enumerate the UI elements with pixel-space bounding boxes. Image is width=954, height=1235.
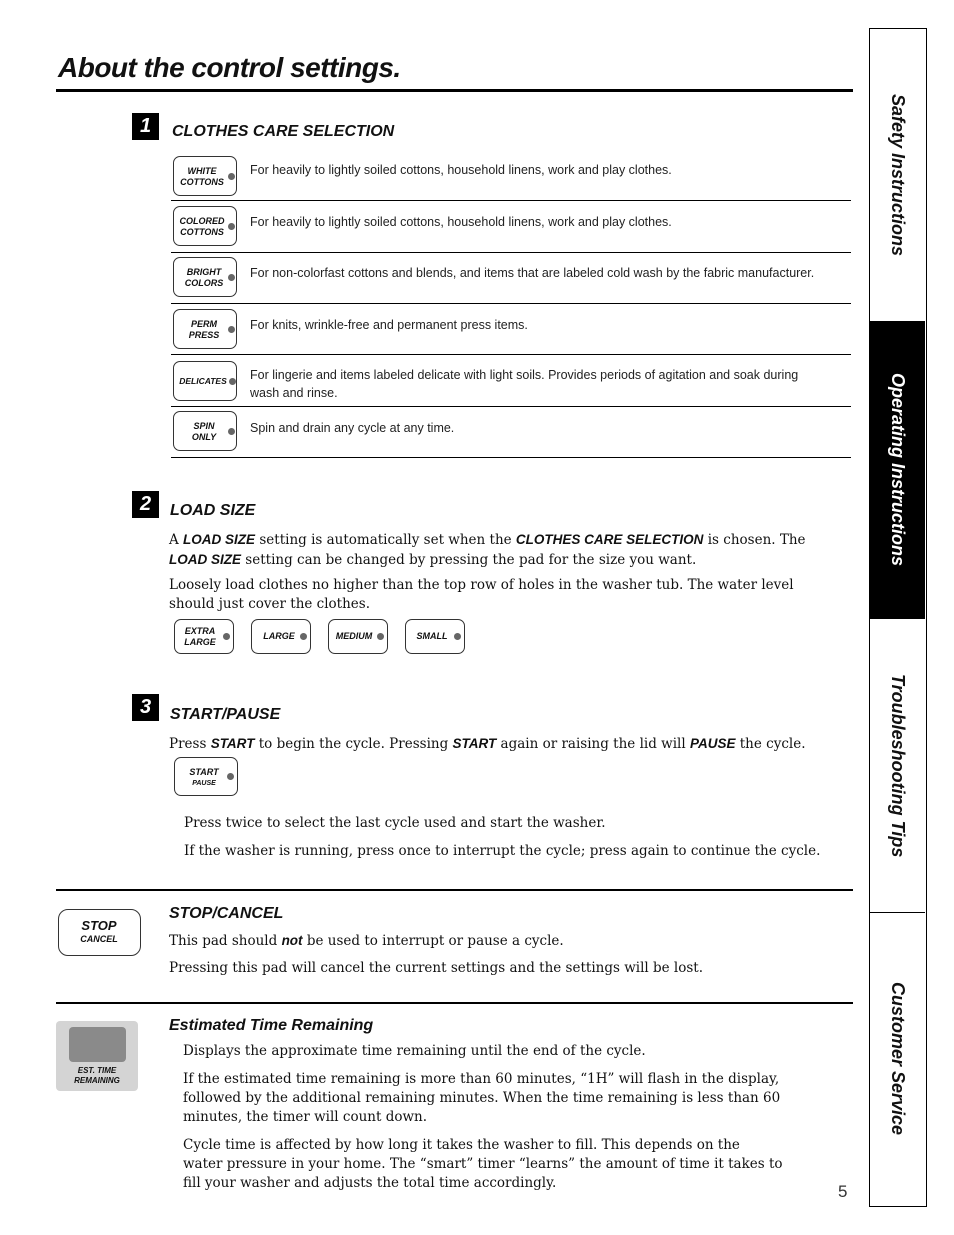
text-run: be used to interrupt or pause a cycle. xyxy=(302,933,564,949)
tab-label: Safety Instructions xyxy=(888,93,908,257)
indicator-light xyxy=(227,773,234,780)
section-title-est-time: Estimated Time Remaining xyxy=(169,1017,374,1034)
stop-paragraph-1 xyxy=(169,931,829,951)
pad-label-line1: COLORED xyxy=(179,216,225,226)
start-pause-paragraph-3: If the washer is running, press once to interrupt the cycle; press again to continue the cycle. xyxy=(184,843,821,859)
page-title: About the control settings. xyxy=(58,52,401,83)
text-run: setting can be changed by pressing the pad for the size you want. xyxy=(241,552,697,568)
small-button[interactable] xyxy=(405,619,465,654)
est-time-paragraph-2: If the estimated time remaining is more than 60 minutes, “1H” will flash in the display, followed by the additional remaining minutes. When the time remaining is less than 60 minutes, the timer will count down. xyxy=(183,1071,781,1125)
pad-label-line2: CANCEL xyxy=(80,934,118,944)
tab-label: Customer Service xyxy=(888,982,908,1136)
start-pause-paragraph-2: Press twice to select the last cycle used and start the washer. xyxy=(184,815,606,831)
page-number: 5 xyxy=(838,1182,848,1201)
tab-customer-service[interactable] xyxy=(870,913,925,1205)
cycle-row-spin-only xyxy=(171,407,851,458)
large-button[interactable] xyxy=(251,619,311,654)
step-badge-1: 1 xyxy=(132,113,159,140)
side-tabs xyxy=(869,28,927,1207)
cycle-row-bright-colors xyxy=(171,253,851,304)
pad-label: SMALL xyxy=(416,631,448,641)
pad-label-line1: SPIN xyxy=(193,421,215,431)
pad-label-line1: START xyxy=(189,767,219,777)
section-title-load-size: LOAD SIZE xyxy=(170,502,256,519)
pad-label-line2: COTTONS xyxy=(180,227,224,237)
cycle-description: Spin and drain any cycle at any time. xyxy=(250,421,455,435)
text-run-emphasis: LOAD SIZE xyxy=(183,532,256,547)
text-run-emphasis: PAUSE xyxy=(689,736,736,751)
text-run-emphasis: not xyxy=(281,933,303,948)
section-title-stop-cancel: STOP/CANCEL xyxy=(169,905,284,922)
pad-label: MEDIUM xyxy=(335,631,373,641)
indicator-light xyxy=(228,326,235,333)
text-run-emphasis: CLOTHES CARE SELECTION xyxy=(515,532,704,547)
indicator-light xyxy=(229,378,236,385)
load-size-paragraph-2: Loosely load clothes no higher than the top row of holes in the washer tub. The water level should just cover the clothes. xyxy=(169,577,794,612)
tab-operating-instructions[interactable] xyxy=(870,322,925,619)
pad-label-line2: PAUSE xyxy=(192,780,216,787)
divider xyxy=(56,1002,853,1004)
medium-button[interactable] xyxy=(328,619,388,654)
pad-label-line1: DELICATES xyxy=(179,376,227,386)
cycle-description: For non-colorfast cottons and blends, and items that are labeled cold wash by the fabric manufacturer. xyxy=(250,266,815,280)
pad-label-line1: STOP xyxy=(81,918,117,933)
stop-cancel-button[interactable] xyxy=(58,909,141,956)
indicator-light xyxy=(300,633,307,640)
text-run: again or raising the lid will xyxy=(496,736,690,752)
start-pause-paragraph-1 xyxy=(169,734,829,754)
time-display-screen xyxy=(69,1027,126,1062)
delicates-button[interactable] xyxy=(173,361,237,401)
est-time-paragraph-1: Displays the approximate time remaining until the end of the cycle. xyxy=(183,1043,646,1059)
indicator-light xyxy=(223,633,230,640)
pad-label-line2: PRESS xyxy=(188,330,220,340)
pad-label-line1: WHITE xyxy=(187,166,217,176)
cycle-description: For lingerie and items labeled delicate with light soils. Provides periods of agitation and soak during wash and rinse. xyxy=(250,368,799,400)
section-title-start-pause: START/PAUSE xyxy=(170,706,281,723)
indicator-light xyxy=(228,173,235,180)
text-run: to begin the cycle. Pressing xyxy=(254,736,453,752)
text-run: This pad should xyxy=(169,933,282,949)
text-run-emphasis: START xyxy=(210,736,255,751)
load-size-paragraph-1 xyxy=(169,530,829,570)
pad-label-line1: BRIGHT xyxy=(186,267,222,277)
est-time-display-panel xyxy=(56,1021,138,1091)
colored-cottons-button[interactable] xyxy=(173,206,237,246)
cycle-description: For knits, wrinkle-free and permanent press items. xyxy=(250,318,528,332)
divider xyxy=(56,889,853,891)
tab-safety-instructions[interactable] xyxy=(870,29,925,322)
cycle-row-delicates xyxy=(171,355,851,407)
stop-paragraph-2: Pressing this pad will cancel the current settings and the settings will be lost. xyxy=(169,960,704,976)
indicator-light xyxy=(228,223,235,230)
step-badge-3: 3 xyxy=(132,694,159,721)
bright-colors-button[interactable] xyxy=(173,257,237,297)
indicator-light xyxy=(228,274,235,281)
title-rule xyxy=(56,89,853,92)
section-title-clothes-care: CLOTHES CARE SELECTION xyxy=(172,123,395,140)
display-label-line1: EST. TIME xyxy=(77,1066,117,1075)
white-cottons-button[interactable] xyxy=(173,156,237,196)
pad-label-line1: PERM xyxy=(190,319,217,329)
indicator-light xyxy=(377,633,384,640)
pad-label-line2: COTTONS xyxy=(180,177,224,187)
pad-label-line1: EXTRA xyxy=(184,626,216,636)
cycle-row-perm-press xyxy=(171,304,851,355)
text-run-emphasis: START xyxy=(452,736,497,751)
extra-large-button[interactable] xyxy=(174,619,234,654)
pad-label-line2: ONLY xyxy=(191,432,217,442)
est-time-paragraph-3: Cycle time is affected by how long it takes the washer to fill. This depends on the water pressure in your home. The “smart” timer “learns” the amount of time it takes to fill your washer and adjusts the total time accordingly. xyxy=(183,1137,783,1191)
text-run: the cycle. xyxy=(735,736,806,752)
tab-label: Operating Instructions xyxy=(888,373,908,567)
indicator-light xyxy=(454,633,461,640)
step-badge-2: 2 xyxy=(132,491,159,518)
cycle-row-white-cottons xyxy=(171,150,851,201)
pad-label-line2: COLORS xyxy=(184,278,224,288)
spin-only-button[interactable] xyxy=(173,411,237,451)
pad-label-line2: LARGE xyxy=(184,637,216,647)
cycle-row-colored-cottons xyxy=(171,201,851,253)
cycle-description: For heavily to lightly soiled cottons, household linens, work and play clothes. xyxy=(250,163,672,177)
text-run: is chosen. The xyxy=(703,532,806,548)
perm-press-button[interactable] xyxy=(173,309,237,349)
pad-label: LARGE xyxy=(263,631,295,641)
start-pause-button[interactable] xyxy=(174,757,238,796)
text-run: setting is automatically set when the xyxy=(255,532,516,548)
indicator-light xyxy=(228,428,235,435)
text-run: Press xyxy=(169,736,211,752)
text-run: A xyxy=(169,532,184,548)
text-run-emphasis: LOAD SIZE xyxy=(169,552,242,567)
tab-troubleshooting-tips[interactable] xyxy=(870,619,925,913)
tab-label: Troubleshooting Tips xyxy=(888,673,908,858)
display-label-line2: REMAINING xyxy=(74,1076,120,1085)
cycle-description: For heavily to lightly soiled cottons, household linens, work and play clothes. xyxy=(250,215,672,229)
